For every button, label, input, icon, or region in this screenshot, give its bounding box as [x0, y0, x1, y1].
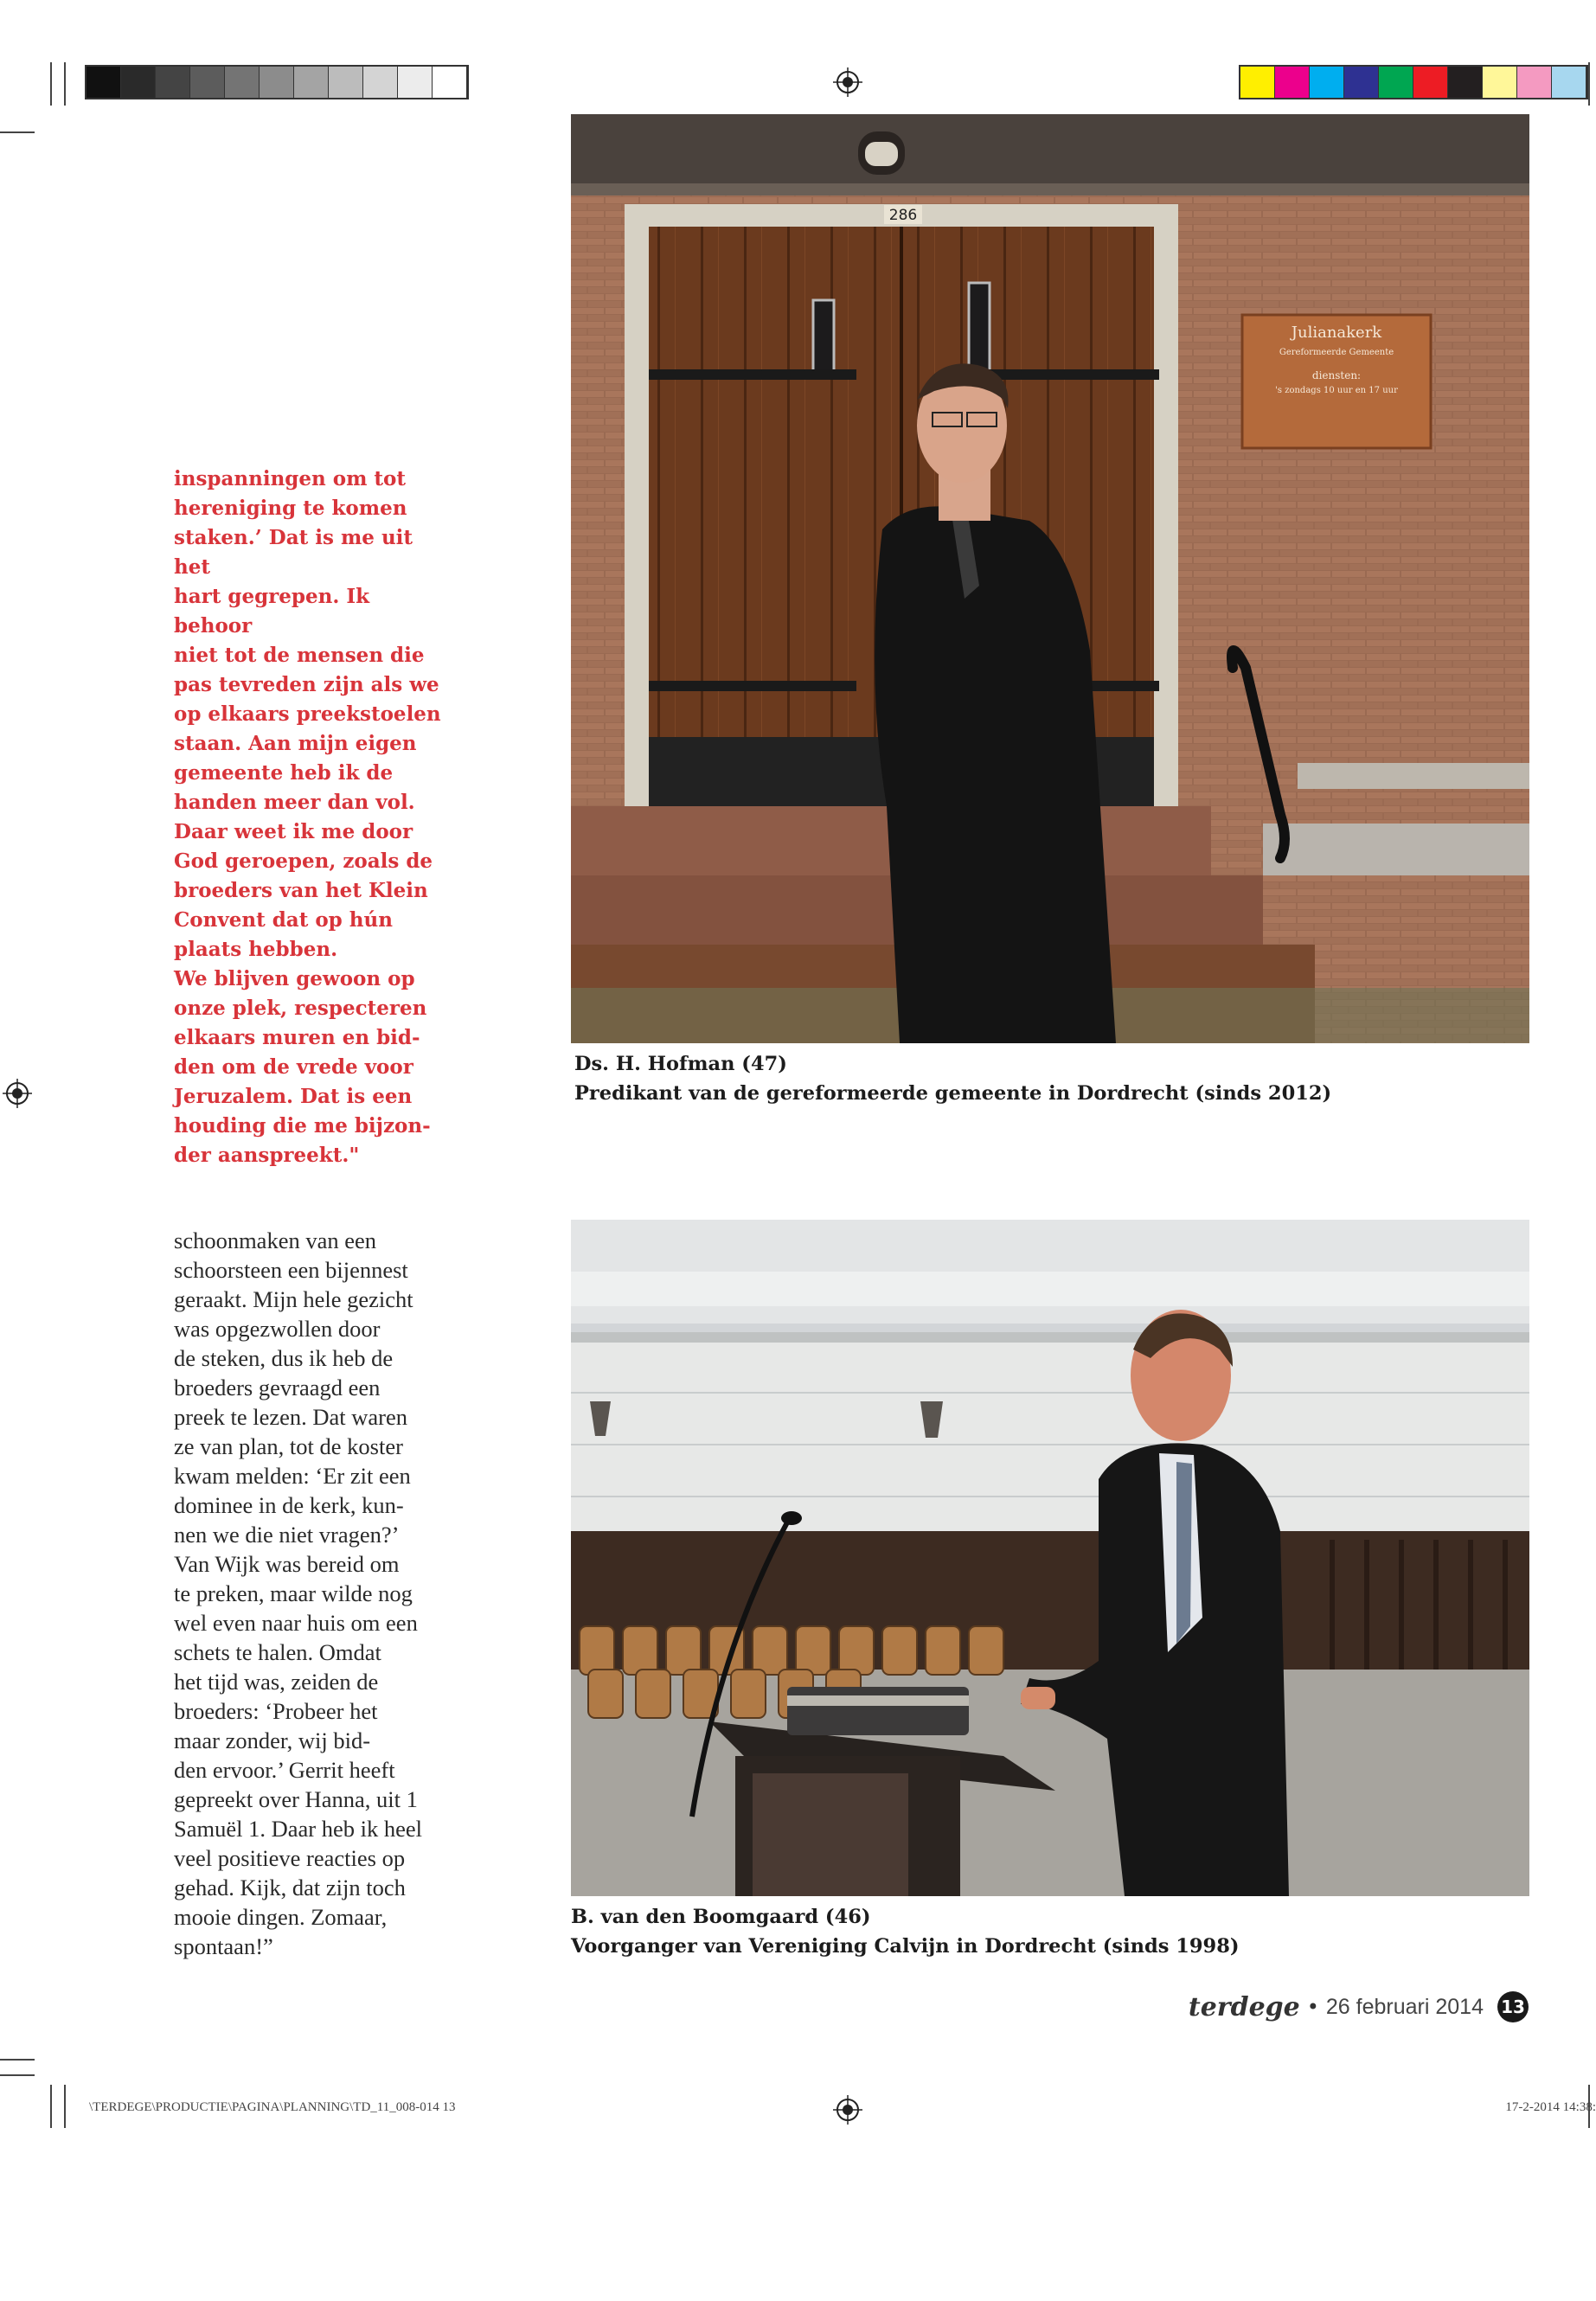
- quote-line: handen meer dan vol.: [174, 791, 415, 814]
- footer-separator: •: [1306, 1995, 1319, 2019]
- color-swatch: [1413, 67, 1448, 98]
- color-swatch: [1552, 67, 1586, 98]
- issue-date: 26 februari 2014: [1325, 1994, 1484, 2019]
- body-text-line: het tijd was, zeiden de: [174, 1669, 379, 1695]
- page-number: 13: [1497, 1991, 1529, 2022]
- photo-hofman-church-entrance: [571, 114, 1529, 1043]
- quote-line: den om de vrede voor: [174, 1055, 413, 1079]
- gray-swatch: [225, 67, 260, 98]
- quote-line: elkaars muren en bid-: [174, 1026, 420, 1049]
- body-text-line: kwam melden: ‘Er zit een: [174, 1463, 411, 1489]
- quote-line: inspanningen om tot: [174, 467, 407, 490]
- body-text-line: geraakt. Mijn hele gezicht: [174, 1286, 413, 1312]
- page-footer: [1189, 1990, 1529, 2024]
- quote-line: hereniging te komen: [174, 497, 407, 520]
- magazine-brand: terdege: [1188, 1991, 1300, 2022]
- body-text-line: mooie dingen. Zomaar,: [174, 1904, 388, 1930]
- body-text-line: schets te halen. Omdat: [174, 1639, 381, 1665]
- body-text-line: spontaan!”: [174, 1933, 273, 1959]
- color-swatch: [1310, 67, 1344, 98]
- gray-swatch: [329, 67, 363, 98]
- photo-caption-name: Ds. H. Hofman (47): [574, 1053, 787, 1075]
- pull-quote: [174, 465, 451, 1170]
- gray-swatch: [398, 67, 433, 98]
- registration-mark-icon: [833, 2095, 862, 2125]
- gray-swatch: [87, 67, 121, 98]
- photo-caption-role: Voorganger van Vereniging Calvijn in Dordrecht (sinds 1998): [571, 1935, 1240, 1958]
- quote-line: We blijven gewoon op: [174, 967, 415, 990]
- quote-line: Convent dat op hún: [174, 908, 393, 932]
- body-text-line: veel positieve reacties op: [174, 1845, 406, 1871]
- body-text-line: den ervoor.’ Gerrit heeft: [174, 1757, 395, 1783]
- body-text-line: broeders gevraagd een: [174, 1375, 381, 1400]
- article-body-column: [174, 1226, 451, 1961]
- gray-swatch: [260, 67, 294, 98]
- church-sign-subtitle: Gereformeerde Gemeente: [1279, 348, 1394, 357]
- crop-mark: [64, 2085, 66, 2128]
- gray-swatch: [156, 67, 190, 98]
- quote-line: der aanspreekt.": [174, 1144, 360, 1167]
- gray-swatch: [190, 67, 225, 98]
- crop-mark: [0, 131, 35, 133]
- quote-line: onze plek, respecteren: [174, 997, 427, 1020]
- church-sign-services-label: diensten:: [1311, 369, 1362, 381]
- photo-caption-role: Predikant van de gereformeerde gemeente in Dordrecht (sinds 2012): [574, 1082, 1332, 1105]
- quote-line: op elkaars preekstoelen: [174, 702, 441, 726]
- crop-mark: [64, 62, 66, 106]
- crop-mark: [0, 2074, 35, 2076]
- crop-mark: [1588, 62, 1590, 106]
- grayscale-calibration-bar: [85, 65, 469, 99]
- color-swatch: [1517, 67, 1552, 98]
- quote-line: houding die me bijzon-: [174, 1114, 431, 1138]
- quote-line: plaats hebben.: [174, 938, 338, 961]
- color-swatch: [1448, 67, 1483, 98]
- gray-swatch: [121, 67, 156, 98]
- quote-line: Daar weet ik me door: [174, 820, 413, 843]
- body-text-line: schoonmaken van een: [174, 1227, 376, 1253]
- color-swatch: [1344, 67, 1379, 98]
- quote-line: broeders van het Klein: [174, 879, 428, 902]
- body-text-line: broeders: ‘Probeer het: [174, 1698, 378, 1724]
- print-slug-path: \TERDEGE\PRODUCTIE\PAGINA\PLANNING\TD_11_008-014 13: [89, 2100, 456, 2114]
- quote-line: hart gegrepen. Ik behoor: [174, 585, 370, 638]
- color-swatch: [1379, 67, 1413, 98]
- quote-line: gemeente heb ik de: [174, 761, 394, 785]
- body-text-line: dominee in de kerk, kun-: [174, 1492, 404, 1518]
- quote-line: staken.’ Dat is me uit het: [174, 526, 413, 579]
- gray-swatch: [294, 67, 329, 98]
- body-text-line: preek te lezen. Dat waren: [174, 1404, 407, 1430]
- body-text-line: Van Wijk was bereid om: [174, 1551, 400, 1577]
- color-calibration-bar: [1239, 65, 1588, 99]
- body-text-line: maar zonder, wij bid-: [174, 1727, 371, 1753]
- gray-swatch: [363, 67, 398, 98]
- crop-mark: [50, 2085, 52, 2128]
- registration-mark-icon: [833, 67, 862, 97]
- body-text-line: nen we die niet vragen?’: [174, 1522, 400, 1548]
- photo-van-den-boomgaard-interior: [571, 1220, 1529, 1896]
- quote-line: niet tot de mensen die: [174, 644, 425, 667]
- body-text-line: Samuël 1. Daar heb ik heel: [174, 1816, 422, 1842]
- color-swatch: [1240, 67, 1275, 98]
- color-swatch: [1483, 67, 1517, 98]
- body-text-line: was opgezwollen door: [174, 1316, 381, 1342]
- body-text-line: ze van plan, tot de koster: [174, 1433, 403, 1459]
- quote-line: Jeruzalem. Dat is een: [174, 1085, 413, 1108]
- body-text-line: de steken, dus ik heb de: [174, 1345, 394, 1371]
- body-text-line: gepreekt over Hanna, uit 1: [174, 1786, 418, 1812]
- photo-caption-name: B. van den Boomgaard (46): [571, 1906, 871, 1928]
- gray-swatch: [433, 67, 467, 98]
- body-text-line: te preken, maar wilde nog: [174, 1580, 413, 1606]
- color-swatch: [1275, 67, 1310, 98]
- body-text-line: schoorsteen een bijennest: [174, 1257, 408, 1283]
- crop-mark: [50, 62, 52, 106]
- crop-mark: [0, 2059, 35, 2061]
- print-slug-timestamp: 17-2-2014 14:38:: [1505, 2100, 1596, 2114]
- registration-mark-icon: [3, 1079, 32, 1108]
- church-sign-title: Julianakerk: [1291, 324, 1382, 342]
- body-text-line: wel even naar huis om een: [174, 1610, 418, 1636]
- body-text-line: gehad. Kijk, dat zijn toch: [174, 1875, 406, 1900]
- church-sign-services-times: 's zondags 10 uur en 17 uur: [1275, 386, 1398, 395]
- quote-line: pas tevreden zijn als we: [174, 673, 439, 696]
- quote-line: staan. Aan mijn eigen: [174, 732, 417, 755]
- house-number: 286: [888, 207, 918, 224]
- quote-line: God geroepen, zoals de: [174, 849, 433, 873]
